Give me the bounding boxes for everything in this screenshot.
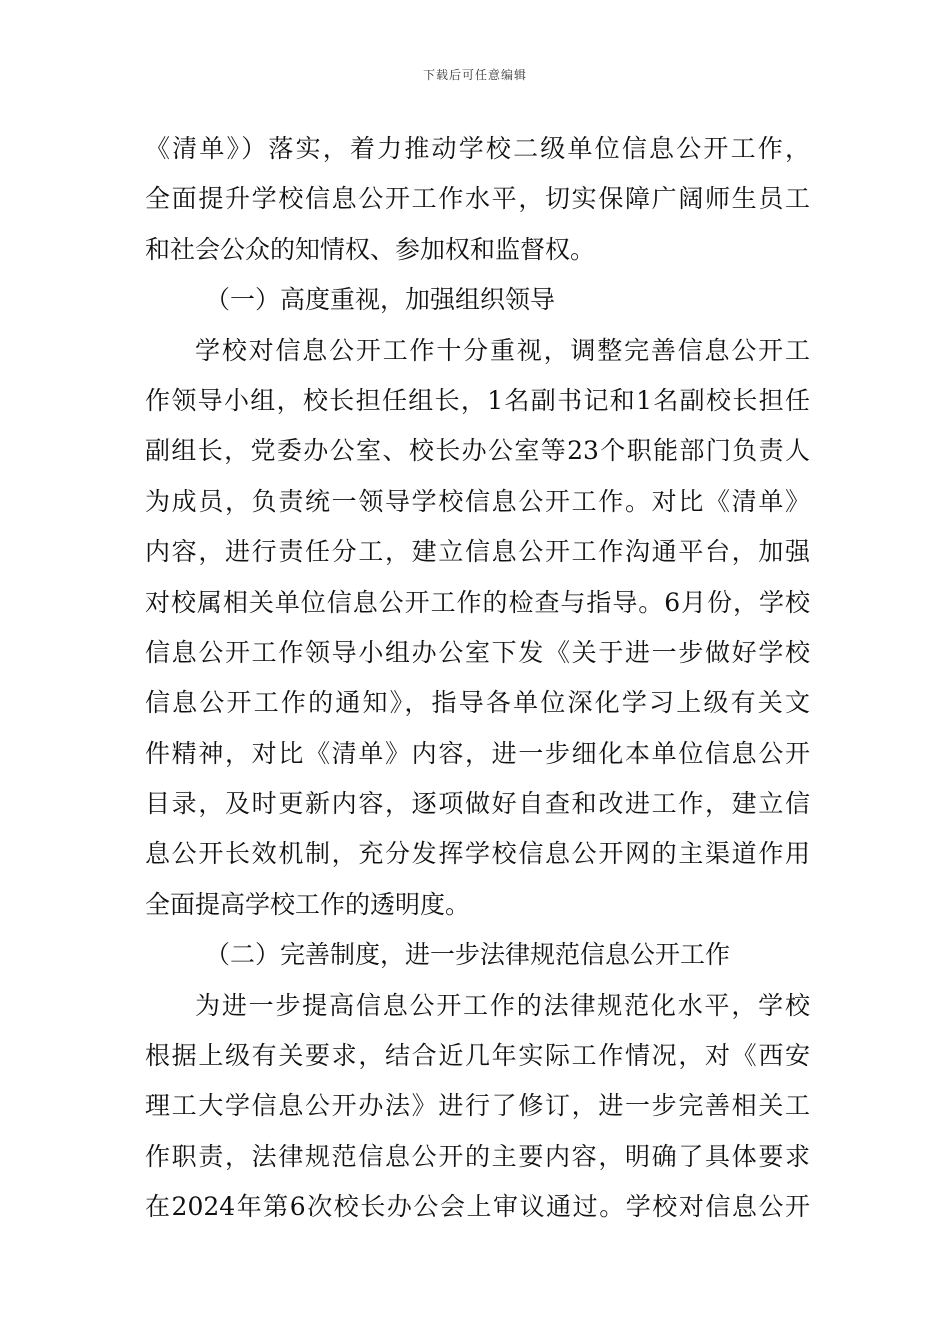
text-line: 件精神，对比《清单》内容，进一步细化本单位信息公开 xyxy=(145,738,810,768)
text-line: 全面提高学校工作的透明度。 xyxy=(145,889,471,919)
text-line: 在2024年第6次校长办公会上审议通过。学校对信息公开 xyxy=(145,1192,810,1222)
text-line: 信息公开工作领导小组办公室下发《关于进一步做好学校 xyxy=(145,637,810,667)
text-line: 和社会公众的知情权、参加权和监督权。 xyxy=(145,234,596,264)
document-body xyxy=(145,124,810,1233)
text-line: 全面提升学校信息公开工作水平，切实保障广阔师生员工 xyxy=(145,184,810,214)
paragraph-first-line: 学校对信息公开工作十分重视，调整完善信息公开工 xyxy=(195,335,810,365)
text-line: 目录，及时更新内容，逐项做好自查和改进工作，建立信 xyxy=(145,789,810,819)
section-heading-1: （一）高度重视，加强组织领导 xyxy=(205,285,556,315)
paragraph-first-line: 为进一步提高信息公开工作的法律规范化水平，学校 xyxy=(195,990,810,1020)
text-line: 根据上级有关要求，结合近几年实际工作情况，对《西安 xyxy=(145,1041,810,1071)
text-line: 副组长，党委办公室、校长办公室等23个职能部门负责人 xyxy=(145,436,810,466)
text-line: 息公开长效机制，充分发挥学校信息公开网的主渠道作用 xyxy=(145,839,810,869)
section-heading-2: （二）完善制度，进一步法律规范信息公开工作 xyxy=(205,940,731,970)
text-line: 对校属相关单位信息公开工作的检查与指导。6月份，学校 xyxy=(145,587,810,617)
text-line: 内容，进行责任分工，建立信息公开工作沟通平台，加强 xyxy=(145,537,810,567)
text-line: 为成员，负责统一领导学校信息公开工作。对比《清单》 xyxy=(145,486,810,516)
text-line: 理工大学信息公开办法》进行了修订，进一步完善相关工 xyxy=(145,1091,810,1121)
text-line: 作领导小组，校长担任组长，1名副书记和1名副校长担任 xyxy=(145,385,810,415)
text-line: 信息公开工作的通知》，指导各单位深化学习上级有关文 xyxy=(145,688,810,718)
text-line: 《清单》）落实，着力推动学校二级单位信息公开工作， xyxy=(145,134,810,163)
text-line: 作职责，法律规范信息公开的主要内容，明确了具体要求 xyxy=(145,1141,810,1171)
page-header-note: 下载后可任意编辑 xyxy=(422,68,527,82)
